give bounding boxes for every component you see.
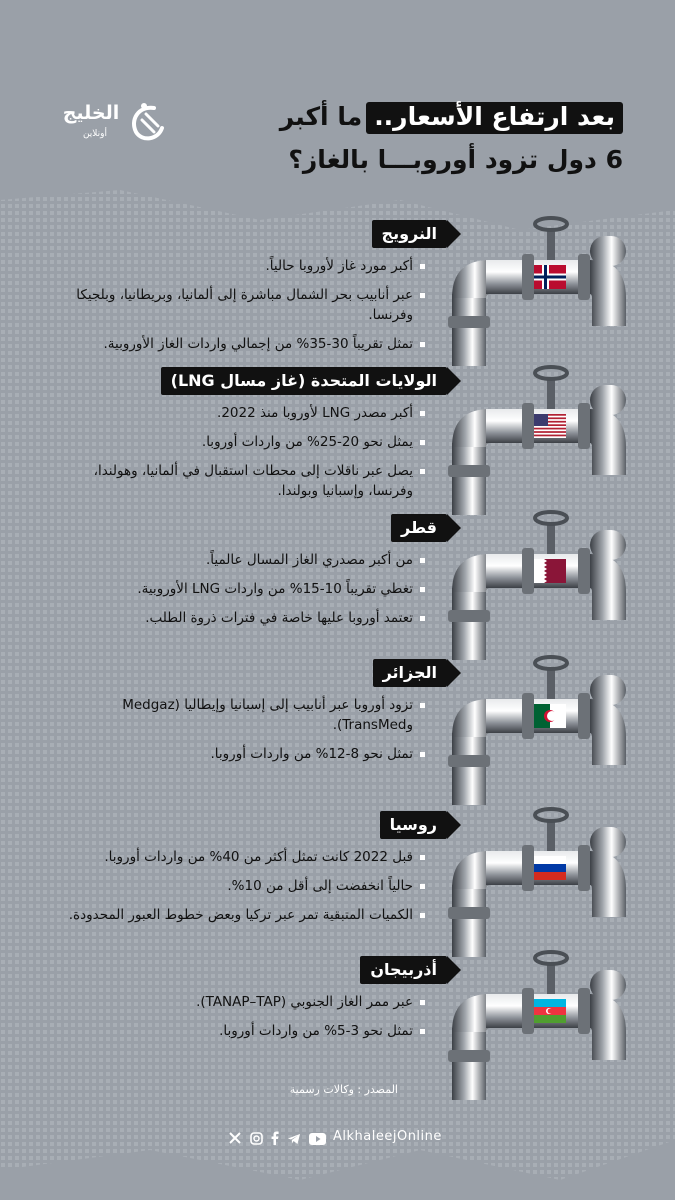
fact-list: [55, 403, 425, 510]
fact-list: [55, 695, 425, 773]
logo-subtitle: أونلاين: [82, 129, 108, 139]
fact-item: تمثل نحو 8-12% من واردات أوروبا.: [55, 744, 425, 764]
fact-list: [55, 992, 425, 1050]
algeria-flag-icon: [534, 704, 566, 728]
fact-item: تعتمد أوروبا عليها خاصة في فترات ذروة الطلب.: [55, 608, 425, 628]
fact-item: عبر أنابيب بحر الشمال مباشرة إلى ألمانيا، وبريطانيا، وبلجيكا وفرنسا.: [55, 285, 425, 325]
fact-item: عبر ممر الغاز الجنوبي (TANAP–TAP).: [55, 992, 425, 1012]
facebook-icon[interactable]: [271, 1130, 279, 1149]
fact-item: من أكبر مصدري الغاز المسال عالمياً.: [55, 550, 425, 570]
source-note: المصدر : وكالات رسمية: [289, 1083, 398, 1096]
headline-line-1: [280, 100, 623, 134]
gas-pipe-illustration: [430, 500, 630, 660]
headline-highlight: بعد ارتفاع الأسعار..: [366, 102, 623, 134]
logo-name: الخليج: [62, 102, 120, 124]
fact-item: تغطي تقريباً 10-15% من واردات LNG الأوروبية.: [55, 579, 425, 599]
qatar-flag-icon: [534, 559, 566, 583]
norway-flag-icon: [534, 265, 566, 289]
fact-list: [55, 256, 425, 363]
country-label: الولايات المتحدة (غاز مسال LNG): [161, 367, 447, 395]
country-label: أذربيجان: [360, 956, 447, 984]
country-label: الجزائر: [373, 659, 447, 687]
headline-line-2: 6 دول تزود أوروبـــا بالغاز؟: [288, 145, 623, 174]
gas-pipe-illustration: [430, 797, 630, 957]
gas-pipe-illustration: [430, 206, 630, 366]
country-label: روسيا: [380, 811, 447, 839]
fact-item: تمثل نحو 3-5% من واردات أوروبا.: [55, 1021, 425, 1041]
gas-pipe-illustration: [430, 645, 630, 805]
azerbaijan-flag-icon: [534, 999, 566, 1023]
fact-item: أكبر مورد غاز لأوروبا حالياً.: [55, 256, 425, 276]
fact-item: حالياً انخفضت إلى أقل من 10%.: [55, 876, 425, 896]
fact-list: [55, 550, 425, 637]
fact-item: يصل عبر ناقلات إلى محطات استقبال في ألمانيا، وهولندا، وفرنسا، وإسبانيا وبولندا.: [55, 461, 425, 501]
gas-pipe-illustration: [430, 940, 630, 1100]
brand-logo: [58, 100, 168, 150]
x-icon[interactable]: [228, 1130, 242, 1149]
account-handle[interactable]: AlkhaleejOnline: [333, 1129, 442, 1144]
social-links: [228, 1130, 326, 1149]
instagram-icon[interactable]: [250, 1130, 263, 1149]
fact-list: [55, 847, 425, 934]
russia-flag-icon: [534, 856, 566, 880]
usa-flag-icon: [534, 414, 566, 438]
gas-pipe-illustration: [430, 355, 630, 515]
fact-item: تزود أوروبا عبر أنابيب إلى إسبانيا وإيطاليا (Medgaz وTransMed).: [55, 695, 425, 735]
fact-item: يمثل نحو 20-25% من واردات أوروبا.: [55, 432, 425, 452]
fact-item: أكبر مصدر LNG لأوروبا منذ 2022.: [55, 403, 425, 423]
fact-item: الكميات المتبقية تمر عبر تركيا وبعض خطوط العبور المحدودة.: [55, 905, 425, 925]
telegram-icon[interactable]: [287, 1130, 301, 1149]
country-label: النرويج: [372, 220, 447, 248]
headline-rest: ما أكبر: [279, 102, 363, 131]
logo-mark-icon: [124, 100, 166, 144]
fact-item: قبل 2022 كانت تمثل أكثر من 40% من واردات أوروبا.: [55, 847, 425, 867]
country-label: قطر: [391, 514, 447, 542]
fact-item: تمثل تقريباً 30-35% من إجمالي واردات الغاز الأوروبية.: [55, 334, 425, 354]
youtube-icon[interactable]: [309, 1130, 326, 1149]
